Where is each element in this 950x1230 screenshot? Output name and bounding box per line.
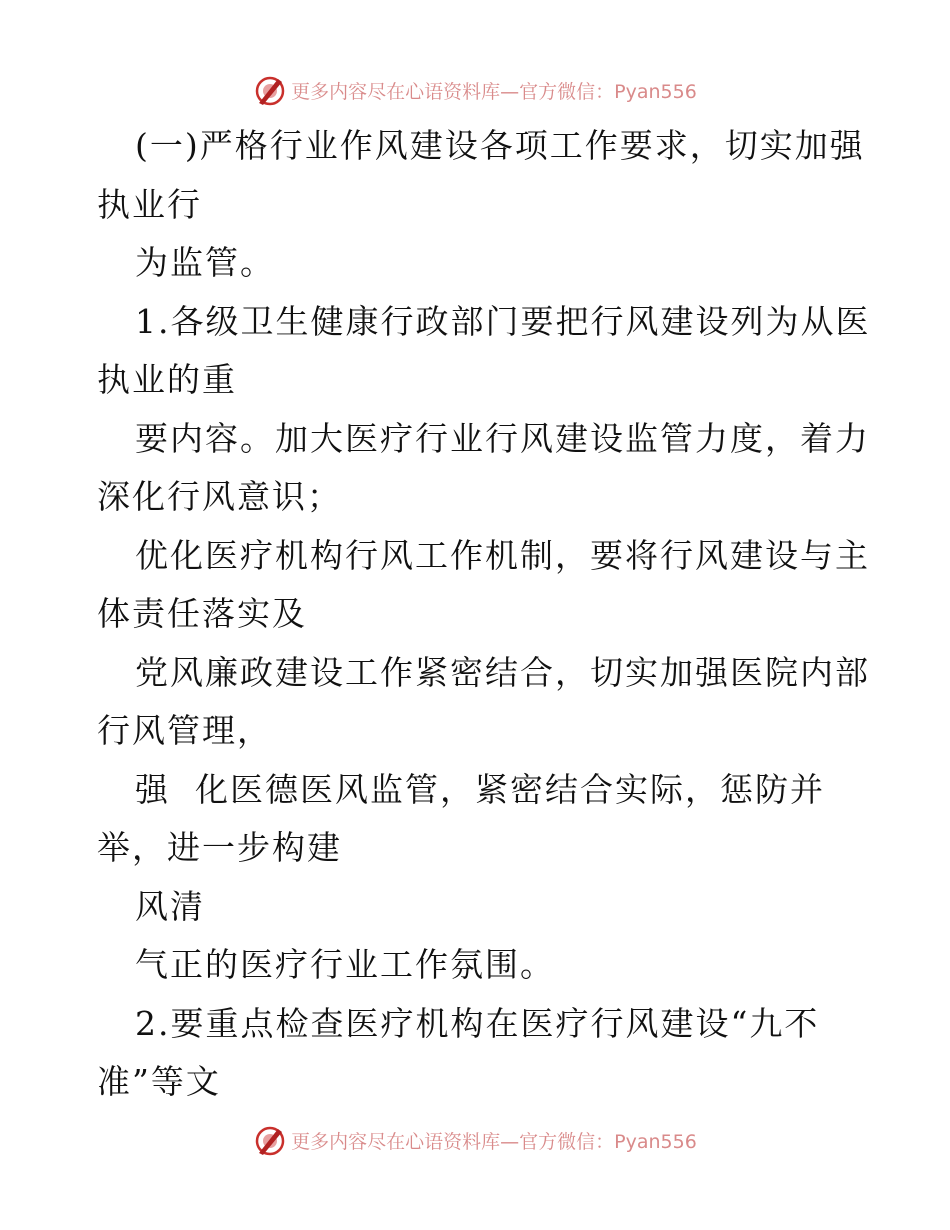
text-line: 准”等文 (97, 1062, 221, 1101)
text-line: 行风管理， (97, 711, 272, 750)
text-line: (一)严格行业作风建设各项工作要求，切实加强 (135, 126, 865, 165)
footer-watermark (0, 1120, 950, 1160)
pen-nib-circle-icon (253, 1123, 287, 1157)
watermark-text: 更多内容尽在心语资料库—官方微信：Pyan556 (291, 80, 697, 103)
text-line: 1.各级卫生健康行政部门要把行风建设列为从医 (135, 301, 871, 341)
text-line: 举，进一步构建 (97, 828, 342, 867)
text-line: 执业行 (97, 184, 202, 224)
text-line: 党风廉政建设工作紧密结合，切实加强医院内部 (135, 652, 870, 692)
text-line: 气正的医疗行业工作氛围。 (135, 945, 555, 984)
watermark-text: 更多内容尽在心语资料库—官方微信：Pyan556 (291, 1130, 697, 1153)
text-line: 风清 (135, 886, 205, 926)
document-body (97, 117, 871, 1112)
pen-nib-circle-icon (253, 73, 287, 107)
text-line: 强 化医德医风监管，紧密结合实际，惩防并 (135, 769, 825, 809)
text-line: 优化医疗机构行风工作机制，要将行风建设与主 (135, 535, 870, 575)
text-line: 2.要重点检查医疗机构在医疗行风建设“九不 (135, 1003, 820, 1043)
text-line: 要内容。加大医疗行业行风建设监管力度，着力 (135, 418, 870, 458)
header-watermark (0, 70, 950, 110)
text-line: 执业的重 (97, 360, 237, 399)
text-line: 体责任落实及 (97, 594, 307, 633)
text-line: 深化行风意识； (97, 477, 342, 516)
text-line: 为监管。 (135, 243, 275, 282)
